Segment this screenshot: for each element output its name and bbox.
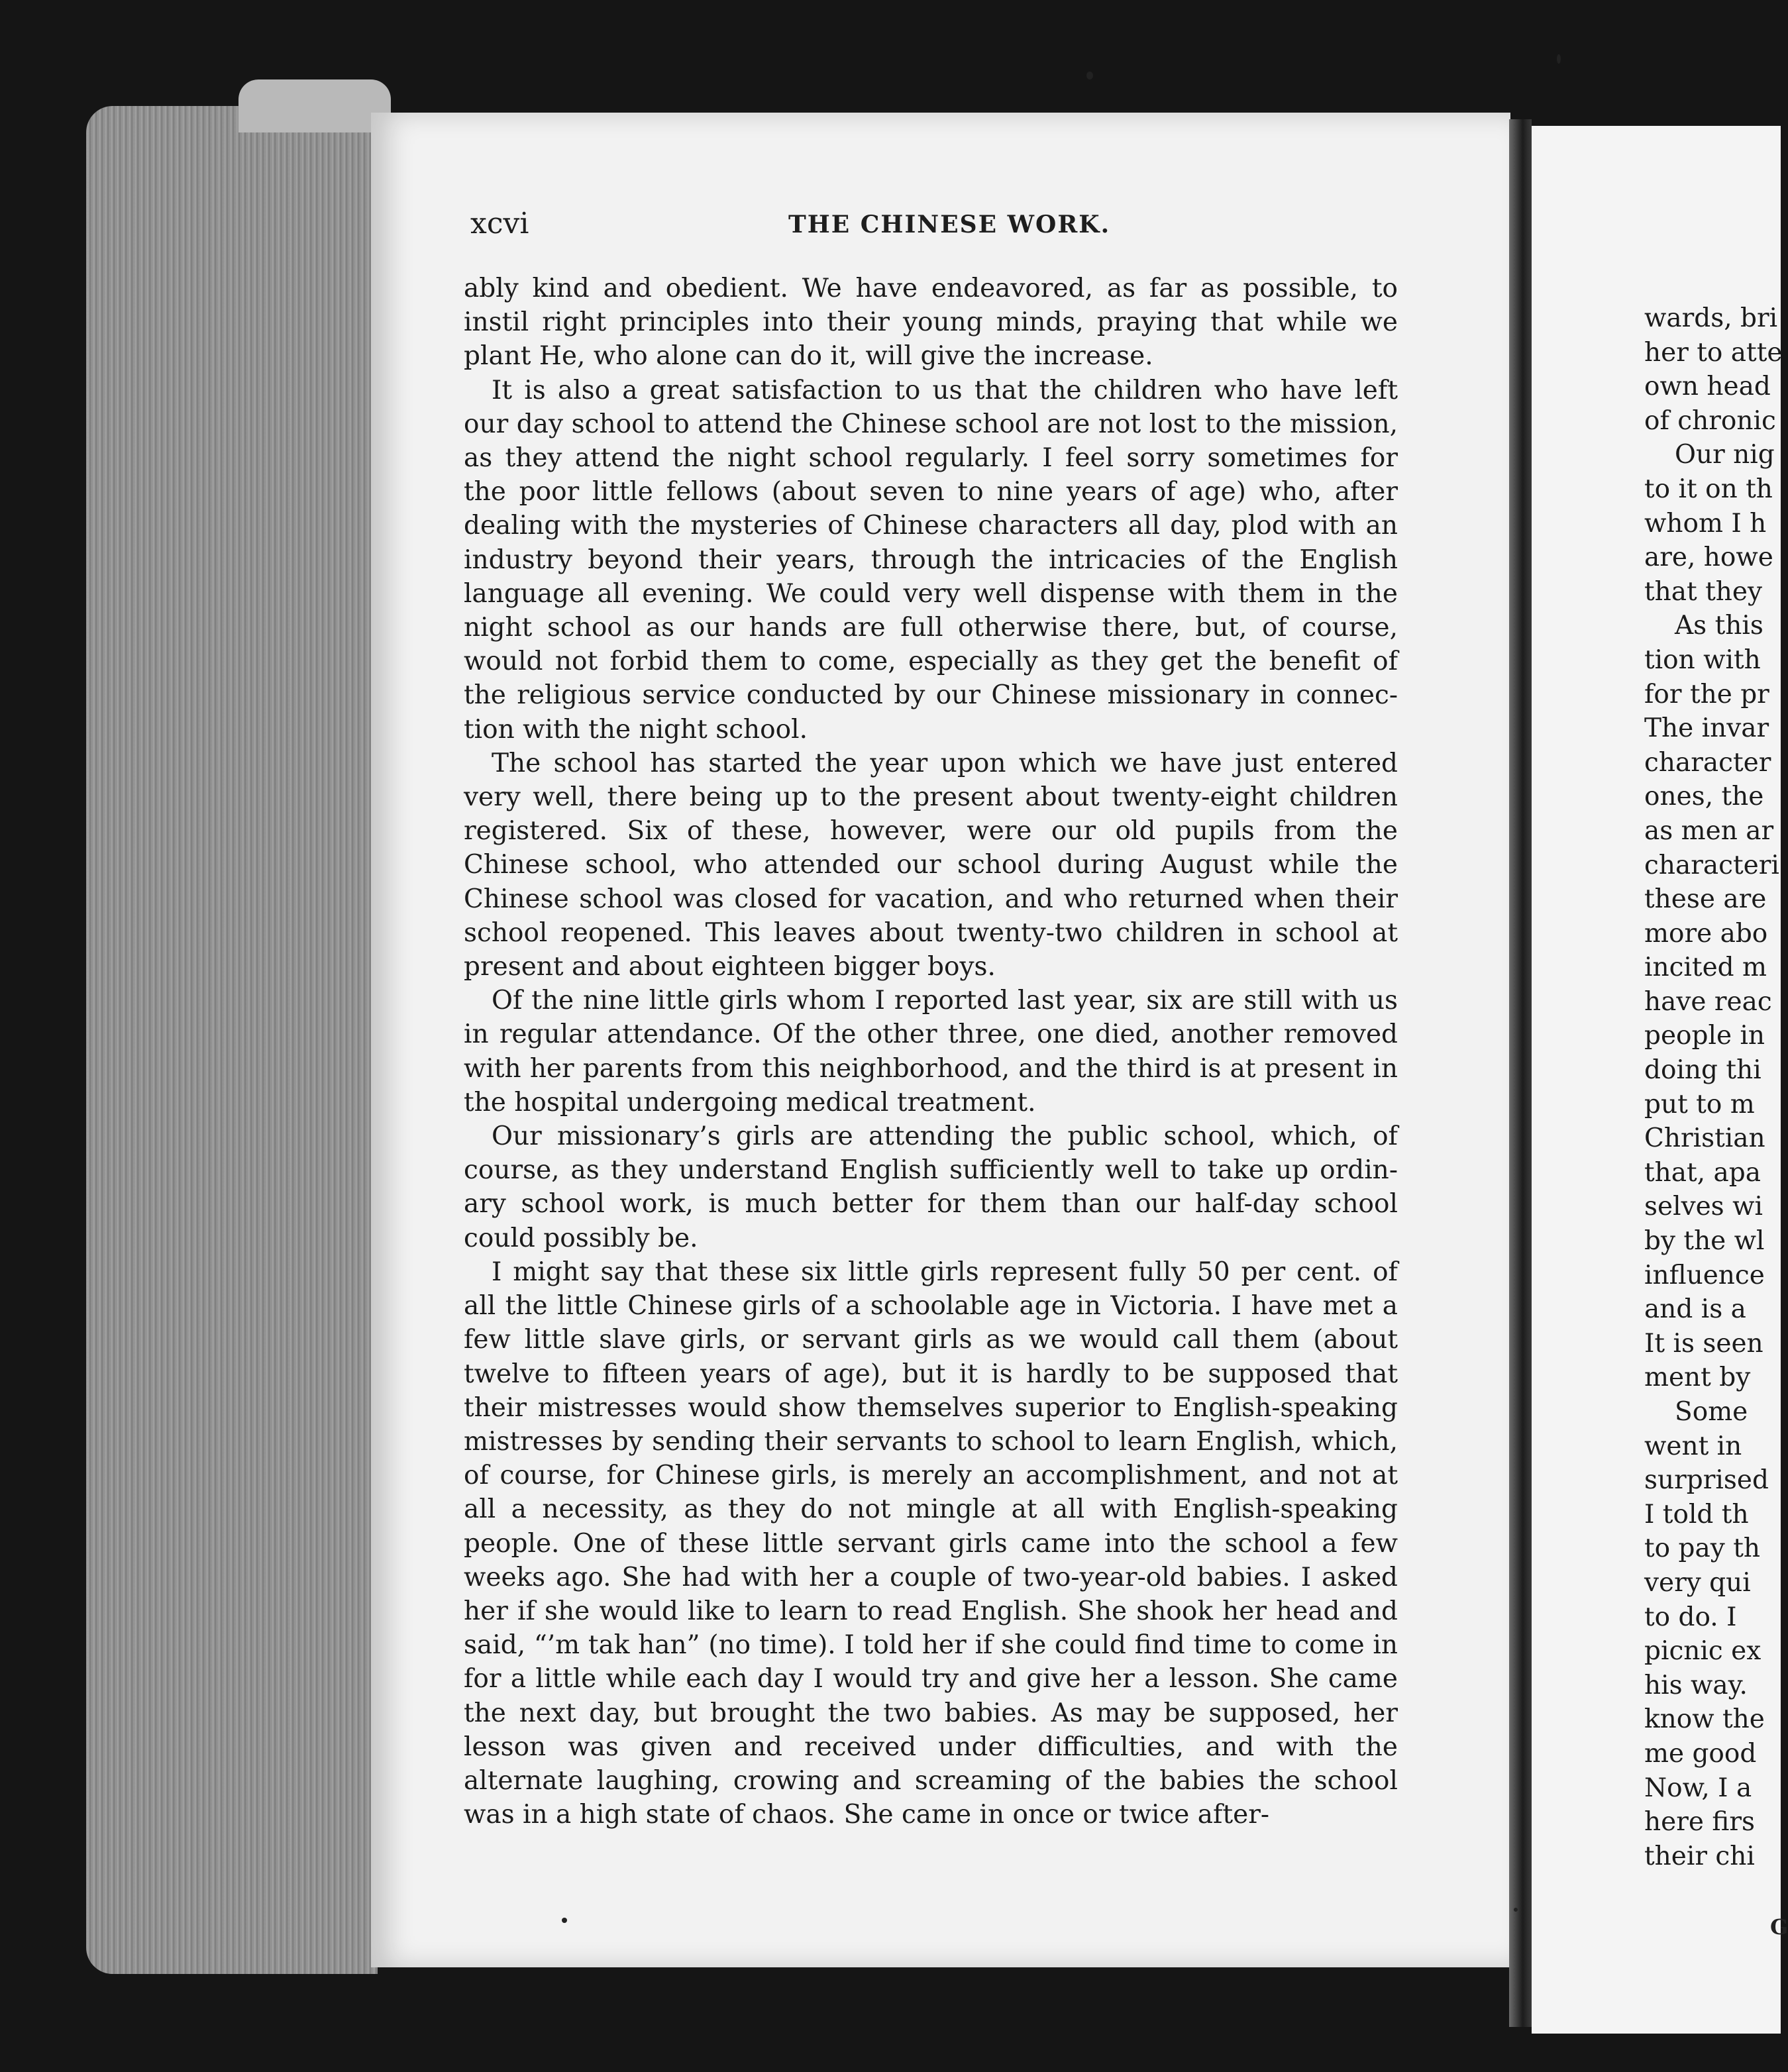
- right-page-line: her to atte: [1644, 337, 1783, 368]
- right-page-line: of chronic: [1644, 405, 1776, 436]
- right-page-line: tion with: [1644, 645, 1761, 675]
- running-header: [464, 207, 1391, 246]
- right-page-line: character: [1644, 747, 1771, 778]
- right-page-line: doing thi: [1644, 1055, 1762, 1086]
- right-page-line: here firs: [1644, 1807, 1755, 1838]
- paragraph: Of the nine little girls whom I reported last year, six are still with us in regular attendance. Of the other three, one died, another removed with her parents from this neighborhood, and the third is at present in the hospital undergoing medical treatment.: [464, 986, 1398, 1117]
- paragraph: It is also a great satisfaction to us that the children who have left our day school to attend the Chinese school are not lost to the mission, as they attend the night school regularly. I feel sorry sometimes for the poor little fellows (about seven to nine years of age) who, after dealing with the mysteries of Chinese characters all day, plod with an industry beyond their years, through the intricacies of the English language all evening. We could very well dispense with them in the night school as our hands are full otherwise there, but, of course, would not forbid them to come, especially as they get the benefit of the religious service conducted by our Chinese missionary in connection with the night school.: [464, 375, 1398, 745]
- right-page-line: Our nig: [1675, 440, 1775, 470]
- paragraph: ably kind and obedient. We have endeavored, as far as possible, to instil right principles into their young minds, praying that while we plant He, who alone can do it, will give the increase.: [464, 274, 1398, 372]
- running-title: THE CHINESE WORK.: [788, 211, 1111, 238]
- right-page-line: me good: [1644, 1738, 1757, 1769]
- right-page-line: more abo: [1644, 918, 1768, 949]
- right-page-line: The invar: [1644, 713, 1769, 744]
- right-page-line: his way.: [1644, 1670, 1748, 1700]
- right-page-line: incited m: [1644, 953, 1767, 983]
- right-page-line: to pay th: [1644, 1533, 1760, 1564]
- right-page-line: as men ar: [1644, 815, 1774, 846]
- right-page-line: ment by: [1644, 1363, 1751, 1393]
- right-page-line: put to m: [1644, 1089, 1755, 1119]
- right-page-line: ones, the: [1644, 782, 1764, 812]
- book-page-stack-top: [238, 79, 391, 132]
- right-page-line: to it on th: [1644, 474, 1773, 504]
- right-page-line: that, apa: [1644, 1157, 1761, 1188]
- right-page-line: Some: [1675, 1397, 1748, 1427]
- right-page-line: Now, I a: [1644, 1773, 1752, 1803]
- right-page-line: people in: [1644, 1021, 1765, 1051]
- signature-mark: G: [1770, 1914, 1788, 1940]
- right-page-line: for the pr: [1644, 679, 1769, 709]
- right-page-line: have reac: [1644, 986, 1772, 1017]
- right-page-line: and is a: [1644, 1294, 1746, 1325]
- right-page-line: are, howe: [1644, 543, 1773, 573]
- right-page-line: picnic ex: [1644, 1636, 1762, 1667]
- right-page-line: It is seen: [1644, 1328, 1763, 1359]
- paragraph: Our missionary’s girls are attending the public school, which, of course, as they understand English sufficiently well to take up ordinary school work, is much better for them than our half-day school could possibly be.: [464, 1121, 1398, 1253]
- right-page-line: these are: [1644, 884, 1767, 915]
- book-page-stack: [86, 106, 378, 1974]
- right-page-line: by the wl: [1644, 1226, 1765, 1257]
- right-page-line: very qui: [1644, 1567, 1751, 1598]
- right-page-line: know the: [1644, 1704, 1765, 1735]
- right-page-line: selves wi: [1644, 1192, 1763, 1222]
- left-page-body: [464, 272, 1398, 1832]
- right-page-line: wards, bri: [1644, 303, 1778, 333]
- right-page-line: Christian: [1644, 1123, 1765, 1154]
- right-page-line: own head: [1644, 372, 1771, 402]
- paragraph: The school has started the year upon which we have just entered very well, there being up to the present about twenty-eight children registered. Six of these, however, were our old pupils from the Chinese school, who attended our school during August while the Chinese school was closed for vacation, and who returned when their school reopened. This leaves about twenty-two children in school at present and about eighteen bigger boys.: [464, 748, 1398, 982]
- right-page-line: I told th: [1644, 1499, 1749, 1529]
- right-page-line: influence: [1644, 1260, 1765, 1290]
- right-page-line: whom I h: [1644, 508, 1767, 539]
- book-gutter: [1509, 119, 1532, 2027]
- page-number: xcvi: [470, 207, 529, 240]
- right-page-line: surprised: [1644, 1465, 1769, 1496]
- right-page-line: that they: [1644, 576, 1763, 607]
- right-page-line: to do. I: [1644, 1602, 1737, 1632]
- right-page-line: As this: [1675, 611, 1763, 641]
- right-page-line: characteri: [1644, 850, 1779, 880]
- paragraph: I might say that these six little girls represent fully 50 per cent. of all the little Chinese girls of a schoolable age in Victoria. I have met a few little slave girls, or servant girls as we would call them (about twelve to fifteen years of age), but it is hardly to be supposed that their mistresses would show themselves superior to English-speaking mistresses by sending their servants to school to learn English, which, of course, for Chinese girls, is merely an accomplishment, and not at all a necessity, as they do not mingle at all with English-speaking people. One of these little servant girls came into the school a few weeks ago. She had with her a couple of two-year-old babies. I asked her if she would like to learn to read English. She shook her head and said, “’m tak han” (no time). I told her if she could find time to come in for a little while each day I would try and give her a lesson. She came the next day, but brought the two babies. As may be supposed, her lesson was given and received under difficulties, and with the alternate laughing, crowing and screaming of the babies the school was in a high state of chaos. She came in once or twice after-: [464, 1257, 1398, 1830]
- right-page-line: their chi: [1644, 1841, 1755, 1871]
- right-page-text-fragments: [1644, 301, 1781, 1873]
- right-page-line: went in: [1644, 1431, 1742, 1461]
